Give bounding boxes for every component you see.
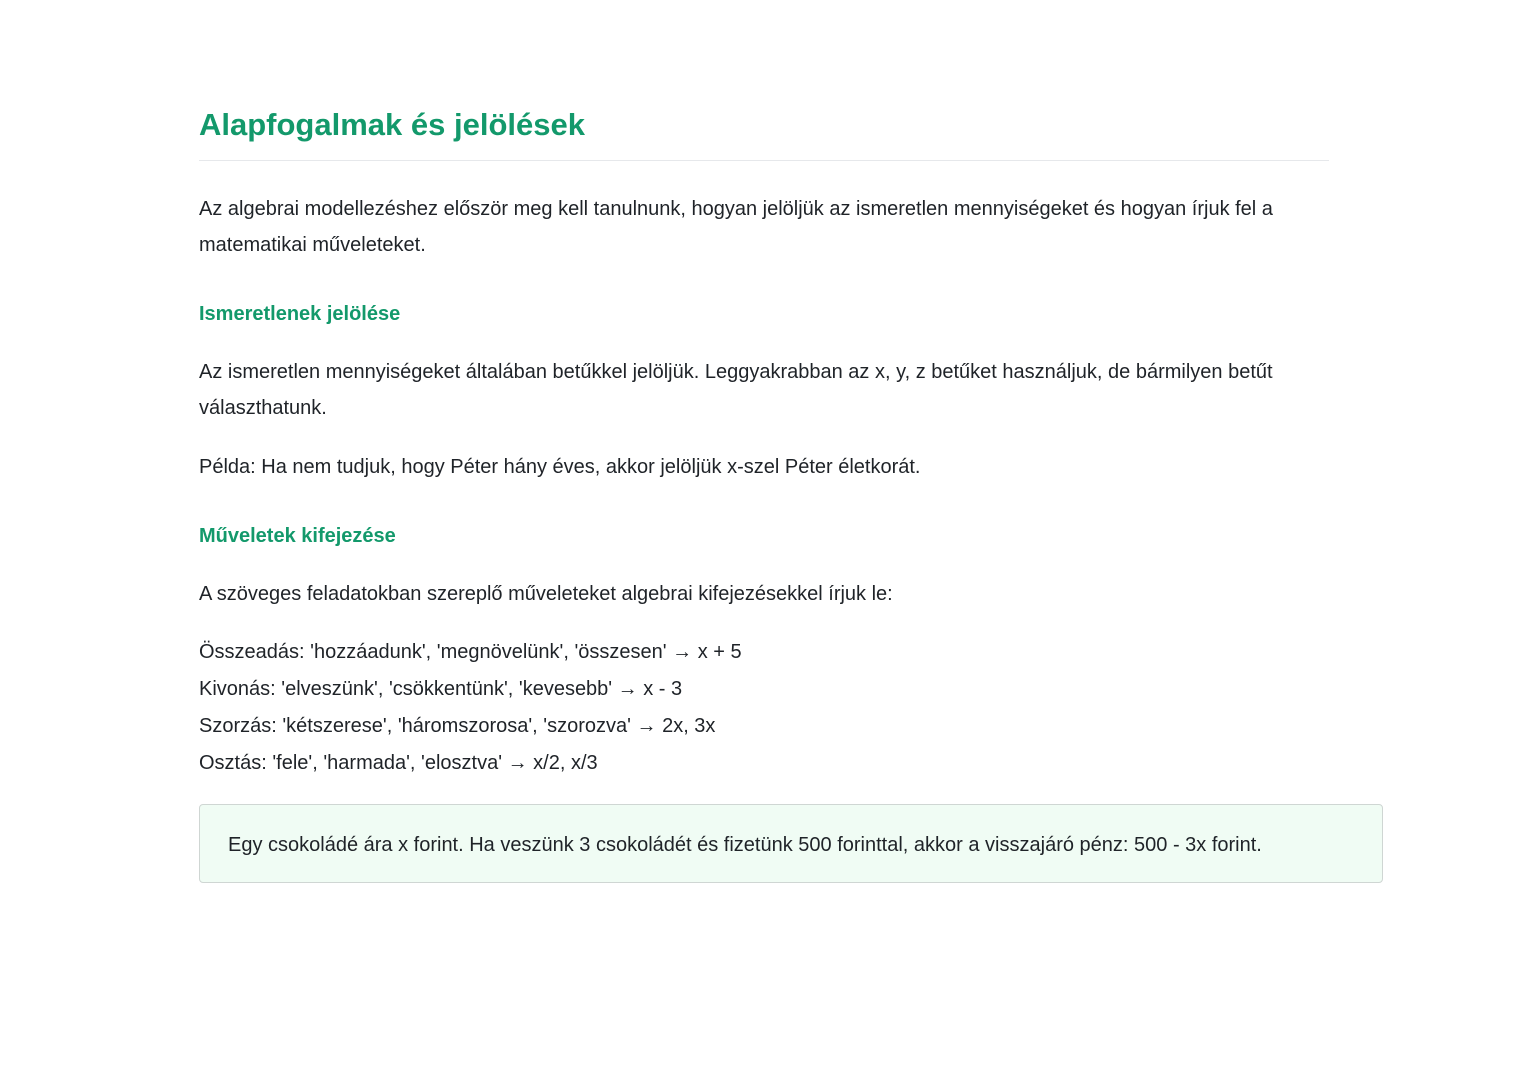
unknowns-paragraph: Az ismeretlen mennyiségeket általában betűkkel jelöljük. Leggyakrabban az x, y, z betűket használjuk, de bármilyen betűt választhatunk. xyxy=(199,361,1273,419)
list-item-division: Osztás: 'fele', 'harmada', 'elosztva' → x/2, x/3 xyxy=(199,752,598,774)
unknowns-example: Példa: Ha nem tudjuk, hogy Péter hány éves, akkor jelöljük x-szel Péter életkorát. xyxy=(199,456,921,478)
list-item-subtraction: Kivonás: 'elveszünk', 'csökkentünk', 'kevesebb' → x - 3 xyxy=(199,678,683,700)
operations-list xyxy=(199,634,742,782)
list-item-multiplication: Szorzás: 'kétszerese', 'háromszorosa', 'szorozva' → 2x, 3x xyxy=(199,715,716,737)
page-title: Alapfogalmak és jelölések xyxy=(199,107,585,142)
intro-paragraph: Az algebrai modellezéshez először meg kell tanulnunk, hogyan jelöljük az ismeretlen mennyiségeket és hogyan írjuk fel a matematikai műveleteket. xyxy=(199,198,1273,256)
example-note-box xyxy=(199,804,1383,883)
operations-paragraph: A szöveges feladatokban szereplő műveleteket algebrai kifejezésekkel írjuk le: xyxy=(199,583,893,605)
unknowns-heading: Ismeretlenek jelölése xyxy=(199,303,401,325)
operations-heading: Műveletek kifejezése xyxy=(199,525,396,547)
list-item-addition: Összeadás: 'hozzáadunk', 'megnövelünk', 'összesen' → x + 5 xyxy=(199,641,742,663)
example-note-text: Egy csokoládé ára x forint. Ha veszünk 3 csokoládét és fizetünk 500 forinttal, akkor a visszajáró pénz: 500 - 3x forint. xyxy=(228,834,1262,856)
title-divider xyxy=(199,160,1329,161)
